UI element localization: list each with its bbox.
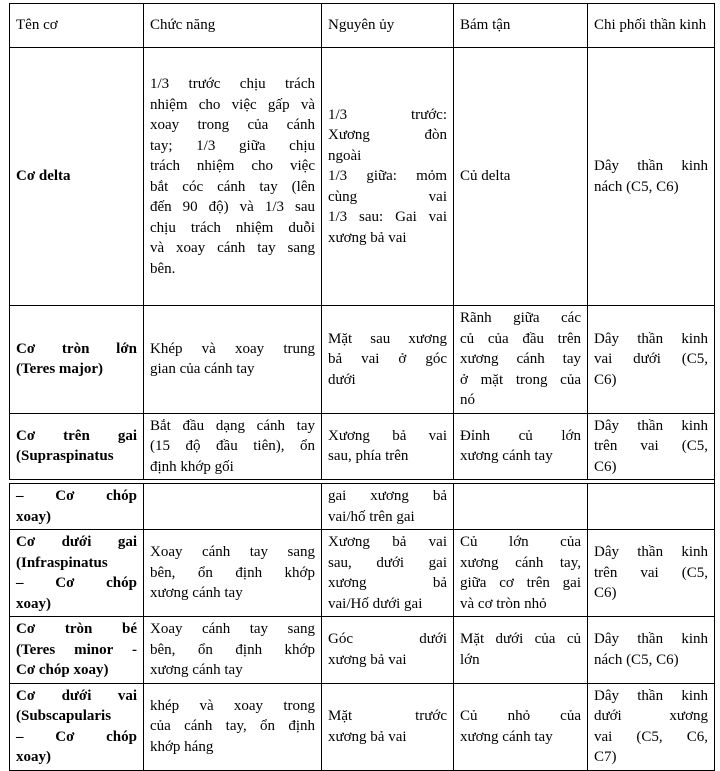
cell-line: khép và xoay trong <box>150 697 315 714</box>
header-name-text: Tên cơ <box>16 17 58 34</box>
cell-line: 1/3 giữa: mỏm <box>328 168 447 185</box>
cell-line: xương bả vai <box>328 229 407 246</box>
cell-line: Xương bả vai <box>328 427 447 444</box>
cell-line: – Cơ chóp <box>16 575 137 591</box>
cell-line: (Supraspinatus <box>16 448 114 465</box>
cell-function <box>144 484 322 530</box>
cell-line: Rãnh giữa các <box>460 310 581 326</box>
cell-origin <box>322 413 454 480</box>
cell-line: Mặt trước <box>328 708 447 724</box>
cell-line: C7) <box>594 749 617 765</box>
cell-line: nách (C5, C6) <box>594 178 679 195</box>
cell-line: Góc dưới <box>328 631 447 648</box>
cell-line: Mặt sau xương <box>328 330 447 347</box>
cell-insertion <box>454 530 588 617</box>
cell-line: của cánh tay, ổn định <box>150 718 315 735</box>
cell-nerve <box>588 413 715 480</box>
cell-line: Xương bả vai <box>328 534 447 550</box>
cell-function <box>144 48 322 306</box>
cell-line: Dây thần kinh <box>594 330 708 347</box>
cell-line: trên vai (C5, <box>594 564 708 581</box>
cell-origin <box>322 48 454 306</box>
cell-line: Dây thần kinh <box>594 631 708 648</box>
cell-insertion <box>454 306 588 414</box>
cell-line: bả vai ở góc <box>328 351 447 367</box>
cell-line: giữa cơ trên gai <box>460 575 581 591</box>
muscle-table-part-2 <box>9 483 715 771</box>
cell-line: xương cánh tay, <box>460 554 581 571</box>
cell-line: (Infraspinatus <box>16 554 108 571</box>
cell-line: trách nhiệm cho việc <box>150 158 315 174</box>
header-origin-text: Nguyên ủy <box>328 17 395 34</box>
cell-line: (Teres major) <box>16 361 104 378</box>
cell-line: 1/3 sau: Gai vai <box>328 209 447 226</box>
header-nerve <box>588 4 715 48</box>
header-insertion-text: Bám tận <box>460 17 511 34</box>
cell-line: xương cánh tay <box>460 351 581 367</box>
cell-line: xương cánh tay <box>150 585 243 602</box>
cell-nerve <box>588 530 715 617</box>
cell-line: (Subscapularis <box>16 708 112 724</box>
cell-line: Khép và xoay trung <box>150 340 315 357</box>
cell-line: Cơ tròn lớn <box>16 340 137 357</box>
cell-line: Xoay cánh tay sang <box>150 544 315 561</box>
cell-line: vai (C5, C6, <box>594 728 708 745</box>
header-name <box>10 4 144 48</box>
cell-line: đến 90 độ) và 1/3 sau <box>150 199 315 215</box>
cell-line: xương bả vai <box>328 651 407 668</box>
cell-line: chịu trách nhiệm duỗi <box>150 219 315 236</box>
cell-origin <box>322 306 454 414</box>
cell-insertion <box>454 484 588 530</box>
table-row <box>10 484 715 530</box>
cell-line: Cơ chóp xoay) <box>16 662 109 678</box>
cell-line: xoay) <box>16 749 51 765</box>
table-row <box>10 617 715 684</box>
cell-line: cùng vai <box>328 188 447 205</box>
muscle-table-part-1 <box>9 3 715 480</box>
cell-line: xoay) <box>16 508 51 525</box>
cell-muscle-name <box>10 683 144 770</box>
cell-line: xương cánh tay <box>460 728 553 745</box>
cell-line: Bắt đầu dạng cánh tay <box>150 417 315 434</box>
cell-line: định khớp gối <box>150 458 234 475</box>
cell-line: Mặt dưới của củ <box>460 631 581 648</box>
cell-insertion <box>454 413 588 480</box>
cell-origin <box>322 530 454 617</box>
cell-line: gai xương bả <box>328 488 447 504</box>
cell-line: nhiệm cho việc gấp và <box>150 96 315 113</box>
cell-line: ở mặt trong của <box>460 371 581 388</box>
table-row <box>10 306 715 414</box>
cell-line: ngoài <box>328 147 362 164</box>
table-row <box>10 530 715 617</box>
cell-line: và cơ tròn nhỏ <box>460 595 547 612</box>
header-function <box>144 4 322 48</box>
cell-line: C6) <box>594 458 617 475</box>
cell-line: bắt cóc cánh tay (lên <box>150 178 315 195</box>
cell-line: Cơ dưới vai <box>16 687 137 704</box>
cell-line: và xoay cánh tay sang <box>150 240 315 256</box>
cell-line: xoay) <box>16 595 51 612</box>
cell-line: Cơ trên gai <box>16 427 137 444</box>
cell-line: trên vai (C5, <box>594 438 708 454</box>
cell-line: Dây thần kinh <box>594 687 708 704</box>
cell-line: lớn <box>460 651 480 668</box>
cell-line: nó <box>460 392 475 408</box>
cell-muscle-name <box>10 484 144 530</box>
cell-insertion <box>454 48 588 306</box>
table-row <box>10 683 715 770</box>
cell-origin <box>322 484 454 530</box>
cell-line: (Teres minor - <box>16 641 137 658</box>
cell-line: – Cơ chóp <box>16 728 137 745</box>
header-row <box>10 4 715 48</box>
cell-muscle-name <box>10 48 144 306</box>
cell-line: Dây thần kinh <box>594 158 708 174</box>
cell-insertion <box>454 683 588 770</box>
cell-origin <box>322 683 454 770</box>
cell-line: Củ nhỏ của <box>460 708 581 724</box>
cell-origin <box>322 617 454 684</box>
cell-line: C6) <box>594 585 617 602</box>
cell-line: C6) <box>594 371 617 388</box>
cell-line: bên, ổn định khớp <box>150 564 315 581</box>
cell-line: xương cánh tay <box>150 662 243 678</box>
cell-line: Củ lớn của <box>460 534 581 550</box>
cell-function <box>144 683 322 770</box>
cell-line: Dây thần kinh <box>594 417 708 434</box>
cell-muscle-name <box>10 306 144 414</box>
cell-line: dưới xương <box>594 708 708 724</box>
cell-line: xương cánh tay <box>460 448 553 465</box>
cell-line: (15 độ đầu tiên), ổn <box>150 438 315 454</box>
cell-line: Đỉnh củ lớn <box>460 427 581 444</box>
cell-nerve <box>588 683 715 770</box>
cell-line: bên. <box>150 260 176 277</box>
cell-line: xương bả vai <box>328 728 407 745</box>
cell-line: Xoay cánh tay sang <box>150 621 315 637</box>
cell-line: xương bả <box>328 575 447 591</box>
header-insertion <box>454 4 588 48</box>
table-row <box>10 48 715 306</box>
cell-line: 1/3 trước chịu trách <box>150 76 315 92</box>
cell-line: Củ delta <box>460 168 511 185</box>
cell-line: Cơ delta <box>16 168 71 185</box>
cell-line: gian của cánh tay <box>150 361 255 378</box>
cell-line: dưới <box>328 371 356 388</box>
cell-function <box>144 413 322 480</box>
cell-muscle-name <box>10 530 144 617</box>
cell-nerve <box>588 48 715 306</box>
header-function-text: Chức năng <box>150 17 216 34</box>
cell-nerve <box>588 617 715 684</box>
cell-function <box>144 306 322 414</box>
cell-line: Xương đòn <box>328 127 447 144</box>
cell-nerve <box>588 306 715 414</box>
cell-line: sau, phía trên <box>328 448 409 465</box>
cell-line: Cơ dưới gai <box>16 534 137 550</box>
cell-line: bên, ổn định khớp <box>150 641 315 658</box>
table-row <box>10 413 715 480</box>
cell-nerve <box>588 484 715 530</box>
cell-line: vai/hố trên gai <box>328 508 415 525</box>
cell-line: tay; 1/3 giữa chịu <box>150 137 315 154</box>
cell-line: Dây thần kinh <box>594 544 708 561</box>
cell-line: 1/3 trước: <box>328 106 447 123</box>
cell-line: khớp háng <box>150 738 214 755</box>
cell-muscle-name <box>10 413 144 480</box>
cell-muscle-name <box>10 617 144 684</box>
cell-line: – Cơ chóp <box>16 488 137 504</box>
cell-line: nách (C5, C6) <box>594 651 679 668</box>
cell-line: sau, dưới gai <box>328 554 447 571</box>
cell-line: vai/Hố dưới gai <box>328 595 423 612</box>
cell-function <box>144 530 322 617</box>
header-origin <box>322 4 454 48</box>
cell-function <box>144 617 322 684</box>
cell-line: xoay trong của cánh <box>150 117 315 133</box>
cell-line: vai dưới (C5, <box>594 351 708 367</box>
header-nerve-text: Chi phối thần kinh <box>594 17 707 34</box>
cell-line: Cơ tròn bé <box>16 621 137 637</box>
cell-line: củ của đầu trên <box>460 330 581 347</box>
cell-insertion <box>454 617 588 684</box>
